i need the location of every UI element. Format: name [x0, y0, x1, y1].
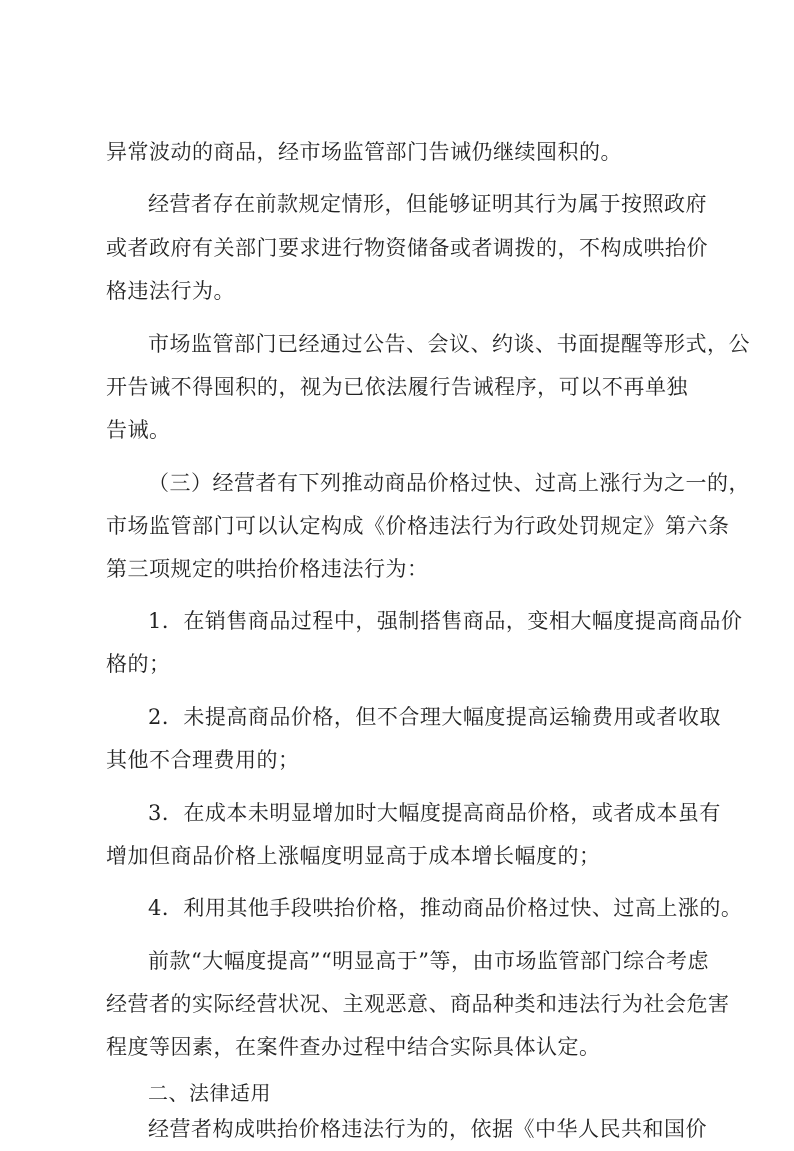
text-line-2: 经营者存在前款规定情形，但能够证明其行为属于按照政府 [148, 192, 707, 216]
text-line-8: （三）经营者有下列推动商品价格过快、过高上涨行为之一的， [148, 471, 750, 495]
text-line-15: 3．在成本未明显增加时大幅度提高商品价格，或者成本虽有 [148, 801, 721, 825]
text-line-13: 2．未提高商品价格，但不合理大幅度提高运输费用或者收取 [148, 705, 721, 729]
text-line-19: 经营者的实际经营状况、主观恶意、商品种类和违法行为社会危害 [106, 992, 730, 1016]
text-line-12: 格的； [106, 652, 171, 676]
text-line-17: 4．利用其他手段哄抬价格，推动商品价格过快、过高上涨的。 [148, 896, 743, 920]
text-line-14: 其他不合理费用的； [106, 748, 300, 772]
text-line-16: 增加但商品价格上涨幅度明显高于成本增长幅度的； [106, 844, 601, 868]
text-line-5: 市场监管部门已经通过公告、会议、约谈、书面提醒等形式，公 [148, 332, 750, 356]
text-line-9: 市场监管部门可以认定构成《价格违法行为行政处罚规定》第六条 [106, 514, 730, 538]
text-line-20: 程度等因素，在案件查办过程中结合实际具体认定。 [106, 1035, 601, 1059]
section-heading: 二、法律适用 [148, 1081, 271, 1105]
text-line-21: 经营者构成哄抬价格违法行为的，依据《中华人民共和国价 [148, 1117, 707, 1141]
text-line-6: 开告诫不得囤积的，视为已依法履行告诫程序，可以不再单独 [106, 375, 688, 399]
text-line-7: 告诫。 [106, 418, 171, 442]
text-line-1: 异常波动的商品，经市场监管部门告诫仍继续囤积的。 [106, 140, 622, 164]
text-line-11: 1．在销售商品过程中，强制搭售商品，变相大幅度提高商品价 [148, 609, 743, 633]
text-line-4: 格违法行为。 [106, 279, 235, 303]
text-line-3: 或者政府有关部门要求进行物资储备或者调拨的，不构成哄抬价 [106, 236, 708, 260]
text-line-18: 前款“大幅度提高”“明显高于”等，由市场监管部门综合考虑 [148, 949, 709, 973]
text-line-10: 第三项规定的哄抬价格违法行为： [106, 557, 429, 581]
